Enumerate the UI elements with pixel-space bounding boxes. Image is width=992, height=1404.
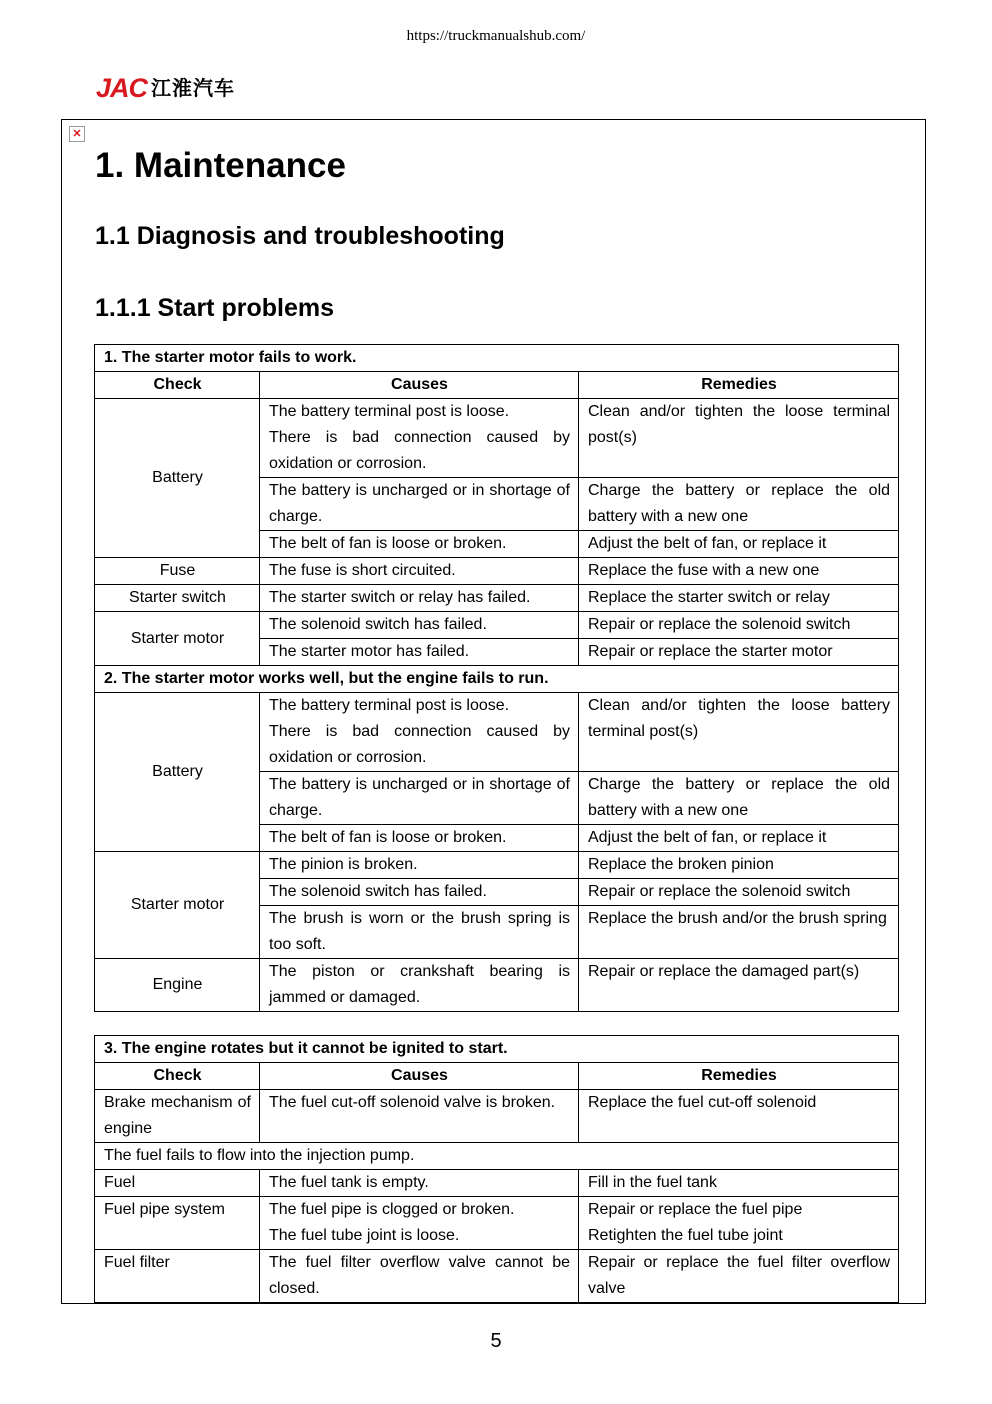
logo-latin: JAC [96, 73, 148, 103]
remedy-cell: Repair or replace the starter motor [579, 639, 899, 666]
cause-cell [260, 399, 579, 478]
heading-diagnosis: 1.1 Diagnosis and troubleshooting [95, 222, 505, 250]
column-header-remedies: Remedies [579, 1063, 899, 1090]
cause-cell: The fuel cut-off solenoid valve is broken. [260, 1090, 579, 1143]
column-header-causes: Causes [260, 372, 579, 399]
cause-cell: The fuel tank is empty. [260, 1170, 579, 1197]
remedy-cell [579, 1197, 899, 1250]
text-line: There is bad connection caused by oxidation or corrosion. [269, 429, 570, 472]
remedy-line [588, 1197, 890, 1249]
text-line: Repair or replace the fuel pipe [588, 1201, 803, 1218]
section-heading: 2. The starter motor works well, but the engine fails to run. [95, 666, 899, 693]
cause-line [269, 693, 570, 771]
remedy-cell: Repair or replace the solenoid switch [579, 879, 899, 906]
cause-cell: The solenoid switch has failed. [260, 612, 579, 639]
check-cell: Starter motor [95, 852, 260, 959]
cause-cell: The belt of fan is loose or broken. [260, 825, 579, 852]
text-line: Retighten the fuel tube joint [588, 1227, 783, 1244]
cause-cell: The fuse is short circuited. [260, 558, 579, 585]
note-row: The fuel fails to flow into the injection pump. [95, 1143, 899, 1170]
remedy-cell: Repair or replace the solenoid switch [579, 612, 899, 639]
remedy-cell: Adjust the belt of fan, or replace it [579, 531, 899, 558]
text-line: The fuel tube joint is loose. [269, 1227, 460, 1244]
check-cell: Fuse [95, 558, 260, 585]
logo-chinese: 江淮汽车 [151, 76, 236, 100]
remedy-cell: Replace the fuse with a new one [579, 558, 899, 585]
broken-image-icon: ✕ [69, 126, 85, 142]
cause-cell: The fuel filter overflow valve cannot be closed. [260, 1250, 579, 1303]
column-header-check: Check [95, 1063, 260, 1090]
heading-start-problems: 1.1.1 Start problems [95, 294, 334, 322]
remedy-cell: Clean and/or tighten the loose battery terminal post(s) [579, 693, 899, 772]
text-line: There is bad connection caused by oxidation or corrosion. [269, 723, 570, 766]
cause-cell: The battery is uncharged or in shortage of charge. [260, 772, 579, 825]
check-cell: Fuel [95, 1170, 260, 1197]
cause-cell: The battery is uncharged or in shortage of charge. [260, 478, 579, 531]
check-cell: Brake mechanism of engine [95, 1090, 260, 1143]
remedy-cell: Repair or replace the fuel filter overflow valve [579, 1250, 899, 1303]
text-line: The battery terminal post is loose. [269, 403, 510, 420]
remedy-cell: Replace the brush and/or the brush spring [579, 906, 899, 959]
check-cell: Battery [95, 693, 260, 852]
cause-line [269, 399, 570, 477]
check-cell: Engine [95, 959, 260, 1012]
remedy-cell: Adjust the belt of fan, or replace it [579, 825, 899, 852]
jac-logo [96, 74, 235, 102]
text-line: The fuel pipe is clogged or broken. [269, 1201, 515, 1218]
remedy-cell: Replace the broken pinion [579, 852, 899, 879]
cause-cell: The brush is worn or the brush spring is too soft. [260, 906, 579, 959]
heading-maintenance: 1. Maintenance [95, 146, 346, 185]
start-problems-table [94, 344, 899, 1012]
cause-cell: The belt of fan is loose or broken. [260, 531, 579, 558]
section-heading: 3. The engine rotates but it cannot be ignited to start. [95, 1036, 899, 1063]
remedy-cell: Charge the battery or replace the old battery with a new one [579, 772, 899, 825]
remedy-cell: Fill in the fuel tank [579, 1170, 899, 1197]
cause-line [269, 1197, 570, 1249]
check-cell: Starter switch [95, 585, 260, 612]
column-header-remedies: Remedies [579, 372, 899, 399]
remedy-cell: Replace the fuel cut-off solenoid [579, 1090, 899, 1143]
text-line: The battery terminal post is loose. [269, 697, 510, 714]
page-number: 5 [490, 1330, 502, 1352]
cause-cell: The starter motor has failed. [260, 639, 579, 666]
section-heading: 1. The starter motor fails to work. [95, 345, 899, 372]
remedy-cell: Repair or replace the damaged part(s) [579, 959, 899, 1012]
column-header-check: Check [95, 372, 260, 399]
ignition-problems-table [94, 1035, 899, 1303]
cause-cell: The piston or crankshaft bearing is jammed or damaged. [260, 959, 579, 1012]
cause-cell: The pinion is broken. [260, 852, 579, 879]
check-cell: Starter motor [95, 612, 260, 666]
cause-cell [260, 693, 579, 772]
cause-cell: The solenoid switch has failed. [260, 879, 579, 906]
remedy-cell: Charge the battery or replace the old battery with a new one [579, 478, 899, 531]
column-header-causes: Causes [260, 1063, 579, 1090]
check-cell: Battery [95, 399, 260, 558]
check-cell: Fuel filter [95, 1250, 260, 1303]
check-cell: Fuel pipe system [95, 1197, 260, 1250]
cause-cell [260, 1197, 579, 1250]
source-url[interactable]: https://truckmanualshub.com/ [406, 28, 586, 44]
cause-cell: The starter switch or relay has failed. [260, 585, 579, 612]
remedy-cell: Replace the starter switch or relay [579, 585, 899, 612]
remedy-cell: Clean and/or tighten the loose terminal post(s) [579, 399, 899, 478]
